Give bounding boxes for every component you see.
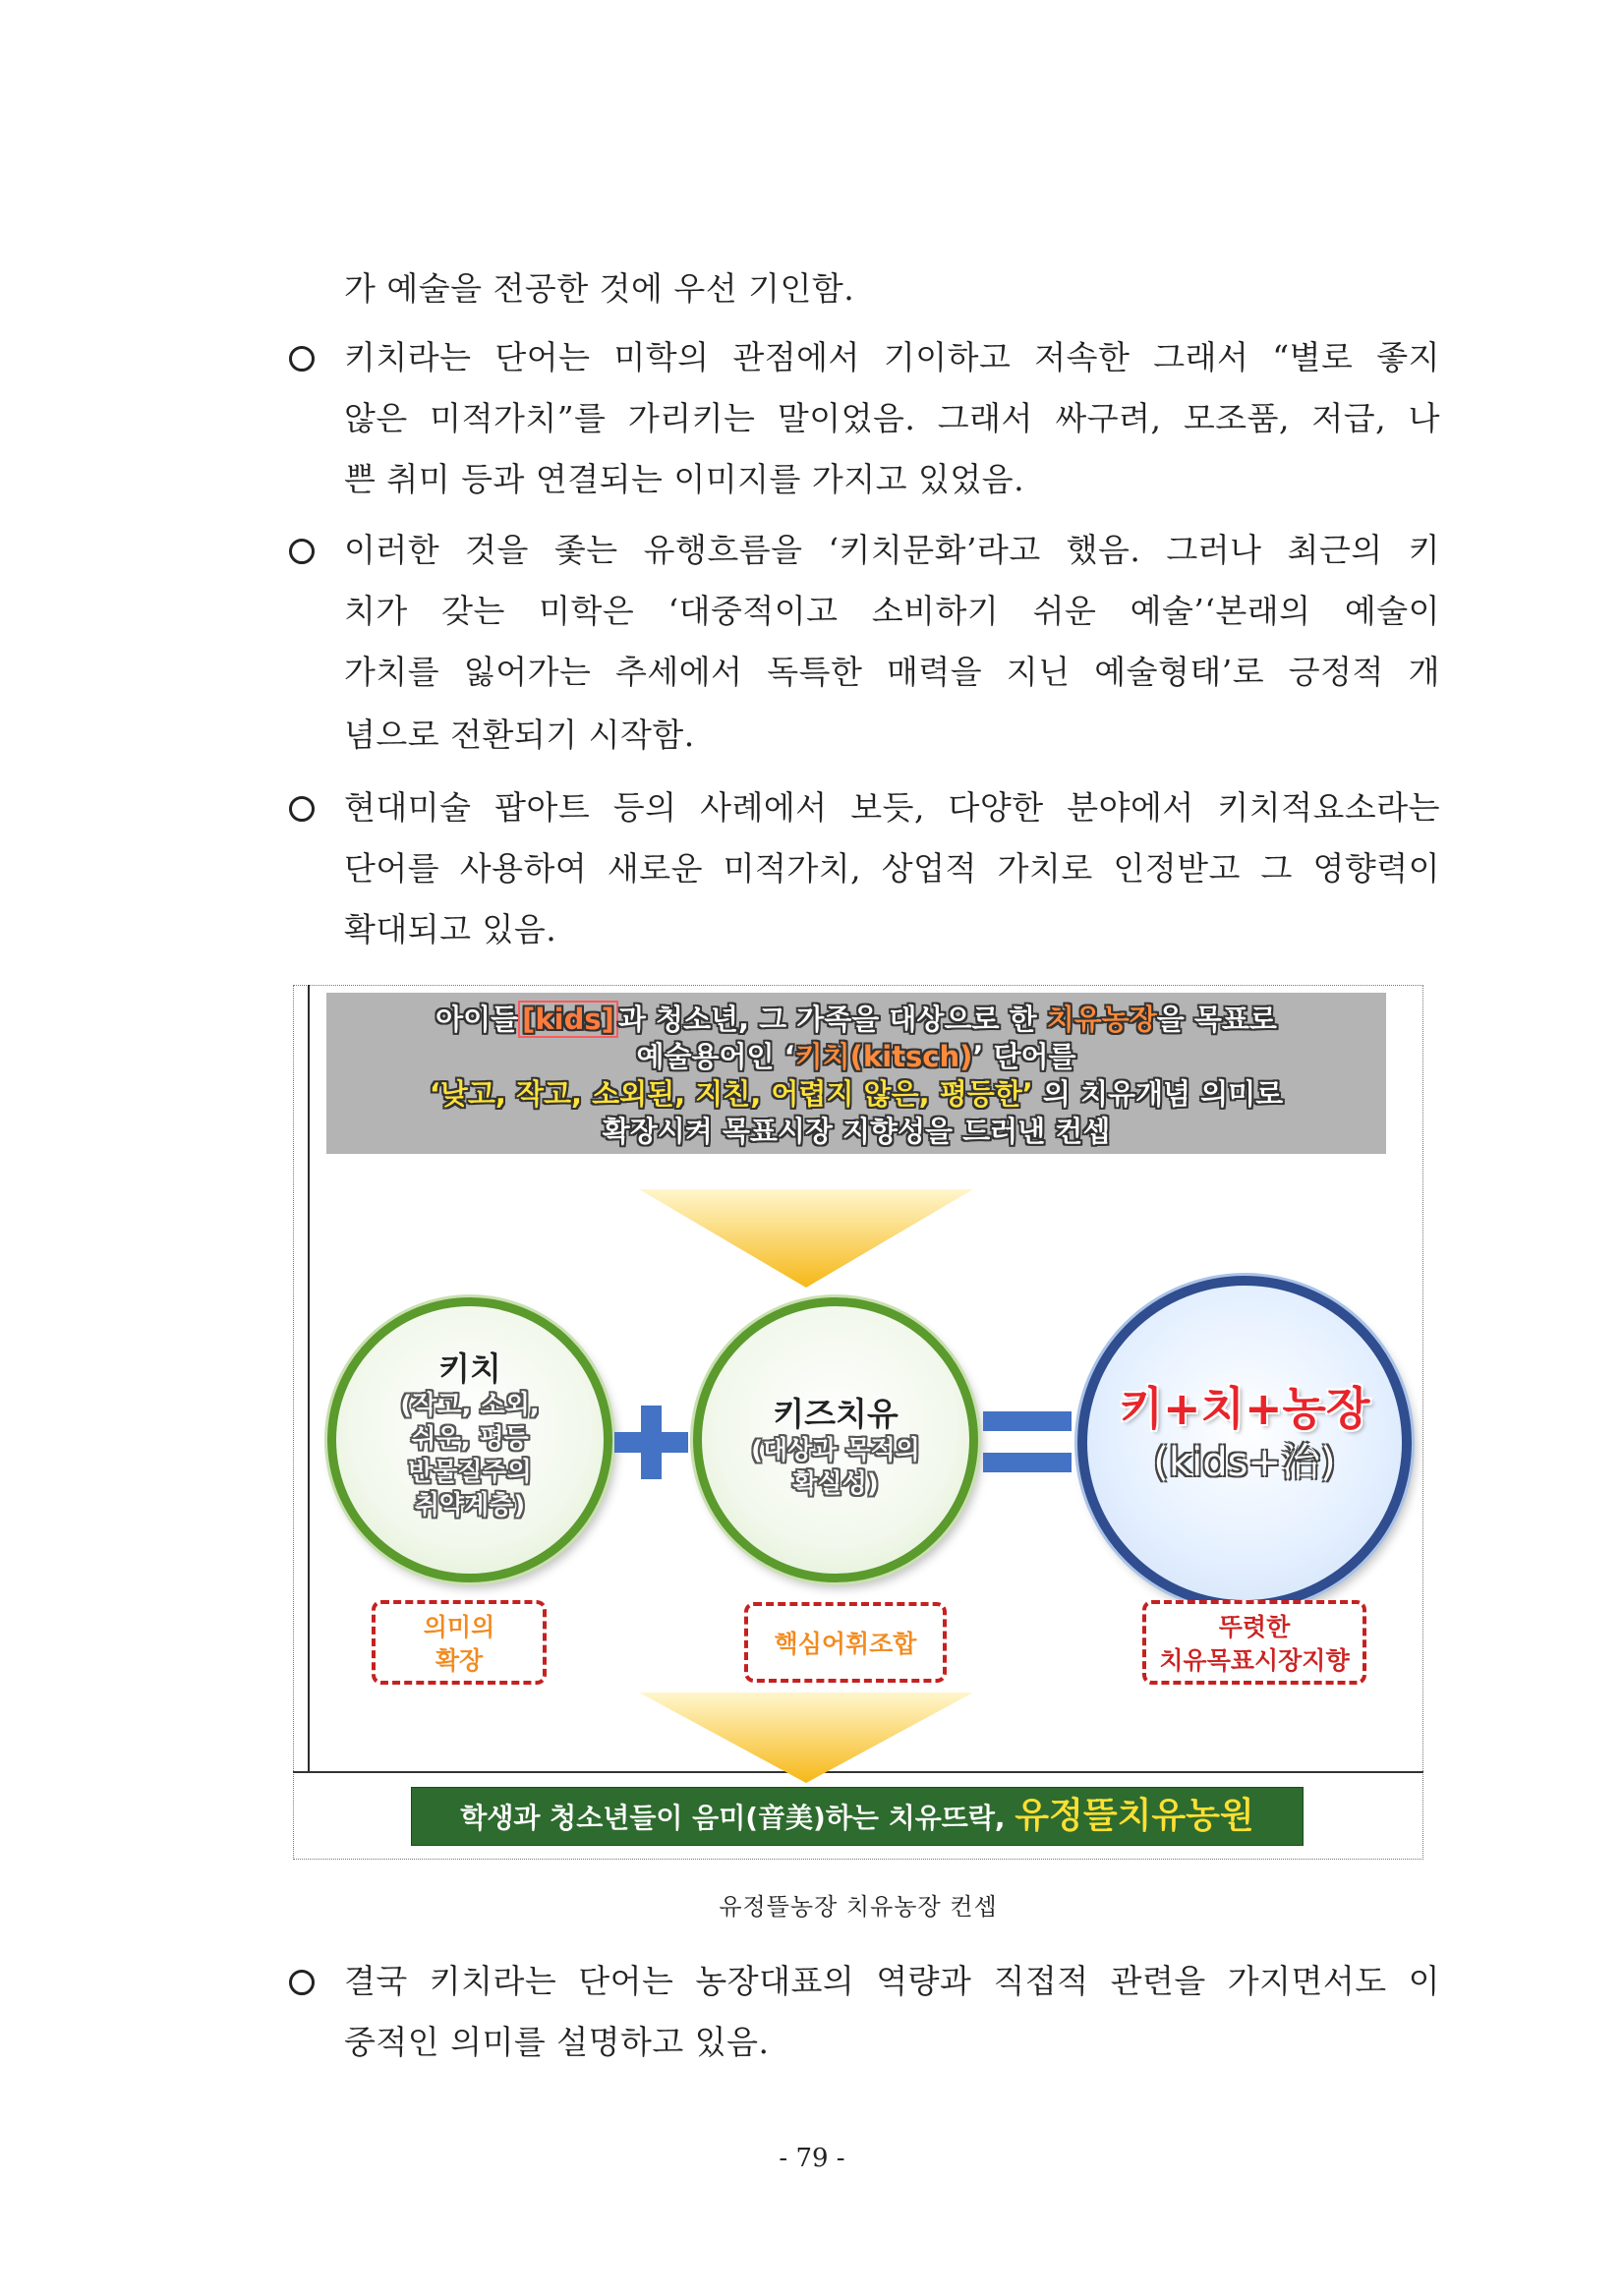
bullet-circle-icon bbox=[289, 1970, 315, 1995]
banner-highlight: 유정뜰치유농원 bbox=[1015, 1796, 1254, 1836]
kitsch-circle bbox=[327, 1297, 612, 1582]
header-line-2 bbox=[326, 1038, 1386, 1075]
box-text: 뚜렷한 bbox=[1218, 1613, 1291, 1641]
text-line: 않은 미적가치”를 가리키는 말이었음. 그래서 싸구려, 모조품, 저급, 나 bbox=[344, 399, 1440, 437]
healing-garden-banner bbox=[411, 1787, 1304, 1846]
text-line: 이러한 것을 좇는 유행흐름을 ‘키치문화’라고 했음. 그러나 최근의 키 bbox=[344, 531, 1440, 569]
header-text: 과 청소년, 그 가족을 대상으로 한 bbox=[617, 1003, 1047, 1036]
box-text: 확장 bbox=[435, 1646, 484, 1675]
header-kids-highlight: [kids] bbox=[518, 1001, 618, 1038]
target-market-box bbox=[1142, 1600, 1366, 1685]
header-text: ’ 단어를 bbox=[972, 1040, 1076, 1073]
circle-subtext: (kids+治) bbox=[1153, 1440, 1336, 1485]
box-text: 의미의 bbox=[423, 1613, 495, 1641]
core-vocabulary-box bbox=[744, 1602, 947, 1683]
circle-subtext: 반물질주의 bbox=[408, 1458, 532, 1487]
header-highlight: ‘낮고, 작고, 소외된, 지친, 어렵지 않은, 평등한’ bbox=[429, 1077, 1033, 1111]
kids-healing-circle bbox=[693, 1297, 978, 1582]
figure-vertical-rule bbox=[308, 985, 310, 1771]
banner-text: 학생과 청소년들이 음미(音美)하는 치유뜨락, bbox=[460, 1802, 1015, 1834]
bullet-circle-icon bbox=[289, 346, 315, 372]
plus-icon bbox=[614, 1406, 688, 1479]
box-text: 핵심어휘조합 bbox=[774, 1630, 917, 1658]
text-line: 단어를 사용하여 새로운 미적가치, 상업적 가치로 인정받고 그 영향력이 bbox=[344, 849, 1440, 888]
circle-subtext: (대상과 목적의 bbox=[751, 1436, 920, 1465]
circle-title: 키즈치유 bbox=[773, 1395, 899, 1433]
text-line: 가 예술을 전공한 것에 우선 기인함. bbox=[344, 269, 855, 308]
kichi-farm-circle bbox=[1077, 1276, 1412, 1610]
text-line: 중적인 의미를 설명하고 있음. bbox=[344, 2023, 770, 2061]
down-arrow-icon bbox=[639, 1189, 973, 1288]
header-text: 예술용어인 ‘ bbox=[636, 1040, 795, 1073]
text-line: 키치라는 단어는 미학의 관점에서 기이하고 저속한 그래서 “별로 좋지 bbox=[344, 338, 1440, 376]
text-line: 가치를 잃어가는 추세에서 독특한 매력을 지닌 예술형태’로 긍정적 개 bbox=[344, 653, 1440, 691]
page-number: - 79 - bbox=[779, 2144, 845, 2173]
figure-caption: 유정뜰농장 치유농장 컨셉 bbox=[719, 1893, 998, 1921]
text-line: 념으로 전환되기 시작함. bbox=[344, 716, 695, 754]
header-highlight: 키치(kitsch) bbox=[794, 1040, 973, 1073]
header-line-1 bbox=[326, 1001, 1386, 1038]
bullet-circle-icon bbox=[289, 796, 315, 822]
circle-subtext: 쉬운, 평등 bbox=[411, 1424, 529, 1454]
text-line: 결국 키치라는 단어는 농장대표의 역량과 직접적 관련을 가지면서도 이 bbox=[344, 1962, 1440, 2000]
circle-subtext: (작고, 소외, bbox=[400, 1391, 540, 1420]
header-text: 아이들 bbox=[435, 1003, 519, 1036]
header-text: 을 목표로 bbox=[1156, 1003, 1277, 1036]
header-text: 의 치유개념 의미로 bbox=[1032, 1077, 1284, 1111]
circle-subtext: 확실성) bbox=[792, 1469, 879, 1499]
text-line: 확대되고 있음. bbox=[344, 910, 557, 948]
down-arrow-icon bbox=[639, 1693, 973, 1783]
meaning-expansion-box bbox=[372, 1600, 547, 1685]
box-text: 치유목표시장지향 bbox=[1159, 1646, 1350, 1675]
text-line: 현대미술 팝아트 등의 사례에서 보듯, 다양한 분야에서 키치적요소라는 bbox=[344, 788, 1440, 827]
header-line-4: 확장시켜 목표시장 지향성을 드러낸 컨셉 bbox=[602, 1115, 1111, 1148]
header-highlight: 치유농장 bbox=[1046, 1003, 1157, 1036]
circle-title: 키치 bbox=[438, 1349, 501, 1388]
header-line-3 bbox=[326, 1075, 1386, 1113]
text-line: 쁜 취미 등과 연결되는 이미지를 가지고 있었음. bbox=[344, 460, 1025, 498]
equals-icon bbox=[983, 1407, 1072, 1476]
circle-subtext: 취약계층) bbox=[414, 1491, 526, 1521]
circle-title: 키+치+농장 bbox=[1119, 1382, 1370, 1435]
text-line: 치가 갖는 미학은 ‘대중적이고 소비하기 쉬운 예술’‘본래의 예술이 bbox=[344, 592, 1440, 630]
bullet-circle-icon bbox=[289, 539, 315, 564]
